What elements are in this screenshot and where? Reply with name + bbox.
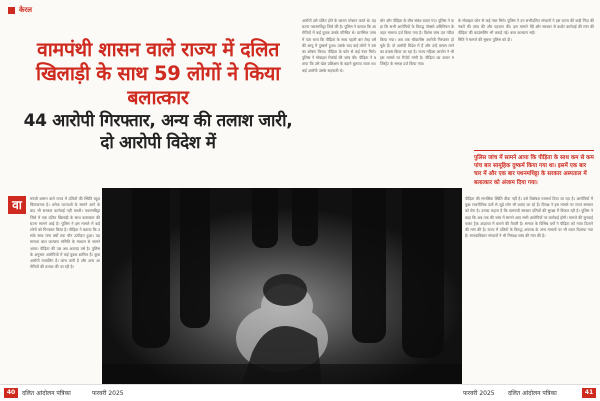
pull-quote-text: पुलिस जांच में सामने आया कि पीड़िता के साथ कम से कम पांच बार सामूहिक दुष्कर्म किया गया था। इसमें एक बार चार में और एक बार पथनमथिट्टा के सरकार अस्पताल में बलात्कार को अंजाम दिया गया। xyxy=(474,155,594,186)
publication-title-left: दलित आंदोलन पत्रिका xyxy=(22,390,71,397)
subheadline: 44 आरोपी गिरफ्तार, अन्य की तलाश जारी, दो आरोपी विदेश में xyxy=(23,111,293,153)
article-column-top-4: दलित संगठनों ने इस घटना की कड़ी निंदा की है और सरकार से कठोर कार्रवाई की मांग की है। xyxy=(532,18,594,36)
article-column-bottom-right: पीड़िता की मानसिक स्थिति ठीक नहीं है। उसे विशेषज्ञ परामर्श दिया जा रहा है। आरोपियों में कुछ राजनीतिक दलों से जुड़े लोग भी बताए जा रहे हैं। विपक्ष ने इस मामले पर राज्य सरकार को घेरा है। उनका कहना है कि वामपंथी सरकार दलितों की सुरक्षा में विफल रही है। पुलिस ने कहा कि अब तक की जांच में सामने आए सभी आरोपियों पर कार्रवाई होगी। मामले की सुनवाई फास्ट ट्रैक अदालत में कराने की तैयारी है। समाज के विभिन्न वर्गों ने पीड़िता को न्याय दिलाने की मांग की है। राज्य में दलितों के विरुद्ध अपराध के अन्य मामलों पर भी ध्यान दिलाया गया है। मानवाधिकार संगठनों ने भी निष्पक्ष जांच की मांग की है। xyxy=(465,196,593,239)
drop-cap: वा xyxy=(8,196,26,214)
issue-date-right: फरवरी 2025 xyxy=(463,390,495,397)
section-label: केरल xyxy=(19,6,32,14)
article-column-top-1: आरोपी उसे दलित होने के कारण परेशान करते थे। यह घटना पथनमथिट्टा जिले की है। पुलिस ने बताया कि आरोपियों में कई युवक उसके परिचित थे। प्रारंभिक जांच में पता चला कि पीड़िता के साथ पहली बार तेरह वर्ष की आयु में दुष्कर्म हुआ। उसके बाद कई लोगों ने उसका शोषण किया। पीड़िता के फोन से कई नंबर मिले। पुलिस ने मोबाइल रिकॉर्ड की जांच की। पीड़िता ने बताया कि उसे खेल प्रशिक्षण के बहाने बुलाया जाता था। कई आरोपी उसके सहपाठी थे। xyxy=(302,18,376,73)
photo-illustration xyxy=(102,188,462,384)
page-footer xyxy=(0,384,600,401)
section-bullet xyxy=(8,7,15,14)
publication-title-right: दलित आंदोलन पत्रिका xyxy=(508,390,557,397)
page-number-right: 41 xyxy=(582,388,596,398)
pull-quote-rule xyxy=(474,150,594,151)
article-body-text: पथनमथिट्टा जिले में एक दलित खिलाड़ी के साथ बलात्कार की घटना सामने आई है। पुलिस ने इस मामले में कई लोगों को गिरफ्तार किया है। पीड़िता ने बताया कि उसके साथ पांच वर्षों तक यौन उत्पीड़न हुआ। यह मामला बाल कल्याण समिति के माध्यम से सामने आया। पीड़िता की उम्र अब अठारह वर्ष है। पुलिस के अनुसार आरोपियों में कई युवक शामिल हैं। कुछ आरोपी नाबालिग हैं। जांच जारी है और अन्य आरोपियों की तलाश की जा रही है। xyxy=(30,208,100,270)
issue-date-left: फरवरी 2025 xyxy=(92,390,124,397)
article-column-top-3: के मोबाइल फोन से कई नंबर मिले। पुलिस ने उन सभी नंबरों की जांच की और पहचान की। इस मामले में पीड़िता की काउंसलिंग भी कराई गई। बाल कल्याण समिति ने मामले की सूचना पुलिस को दी। xyxy=(458,18,532,42)
article-column-bottom-left xyxy=(30,196,100,384)
article-lead-text: मपंथी शासन वाले राज्य में दलितों की स्थिति बहुत चिंताजनक है। अनेक घटनाओं के सामने आने के बाद भी सरकार कार्रवाई नहीं करती। xyxy=(30,196,100,214)
article-column-top-2: चोर और पीड़िता के बीच संबंध बताए गए। पुलिस ने कहा कि सभी आरोपियों के विरुद्ध पॉक्सो अधिनियम के तहत मामला दर्ज किया गया है। विशेष जांच दल गठित किया गया। अब तक चौवालीस आरोपी गिरफ्तार हो चुके हैं। दो आरोपी विदेश में हैं और उन्हें वापस लाने का प्रयास किया जा रहा है। राज्य महिला आयोग ने भी इस मामले पर रिपोर्ट मांगी है। पीड़िता का बयान मजिस्ट्रेट के समक्ष दर्ज किया गया। xyxy=(380,18,454,67)
page-number-left: 40 xyxy=(4,388,18,398)
headline: वामपंथी शासन वाले राज्य में दलित खिलाड़ी के साथ 59 लोगों ने किया बलात्कार xyxy=(35,38,281,109)
article-photo xyxy=(102,188,462,384)
section-tag xyxy=(8,6,32,15)
pull-quote xyxy=(474,150,594,187)
